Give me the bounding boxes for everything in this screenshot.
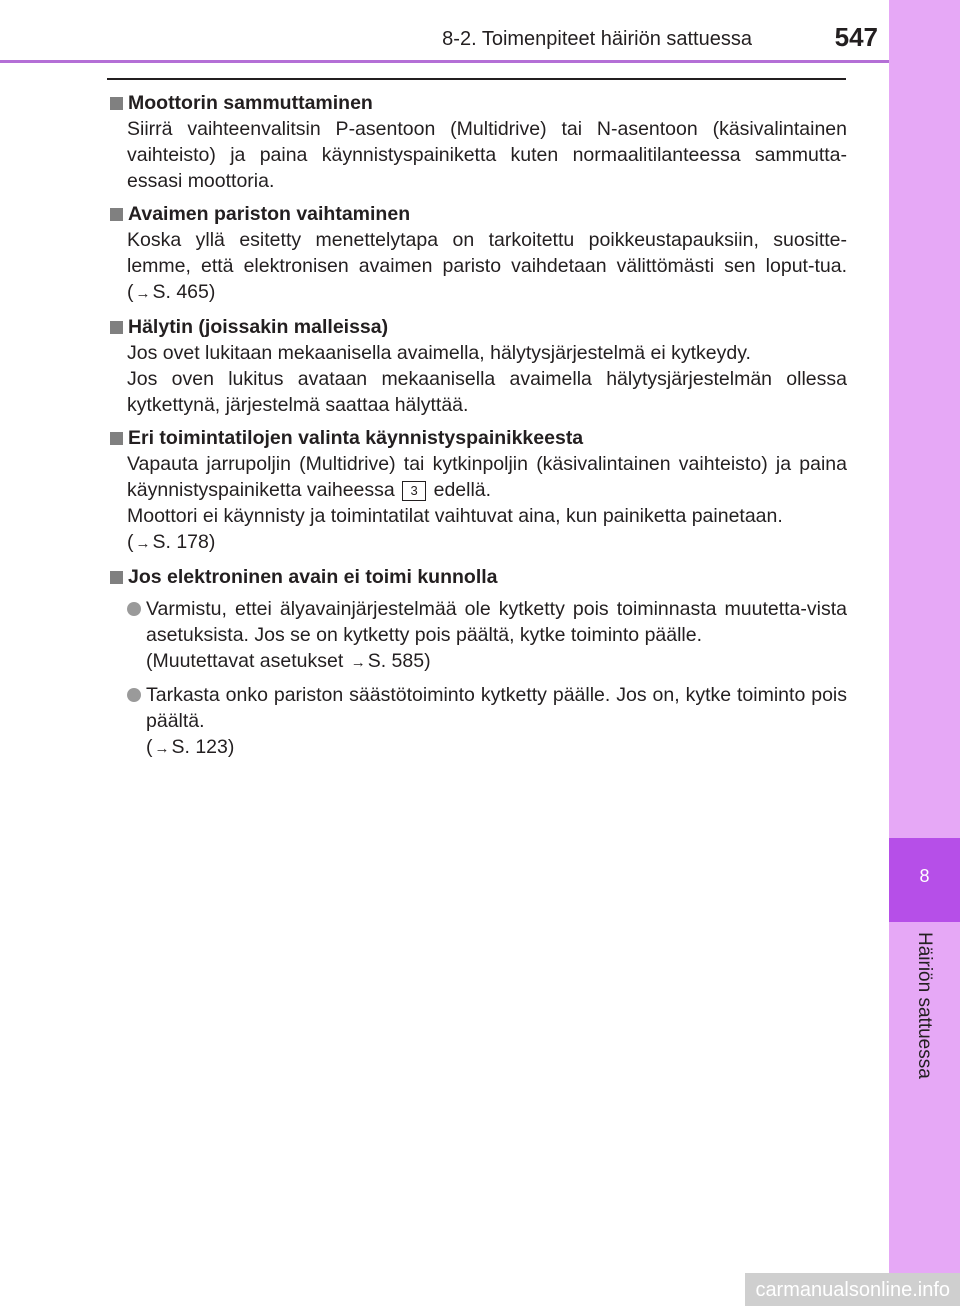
- section-heading-text: Eri toimintatilojen valinta käynnistyspainikkeesta: [128, 427, 584, 449]
- reference-line: [146, 648, 847, 676]
- arrow-right-icon: →: [154, 740, 170, 757]
- arrow-right-icon: →: [350, 654, 366, 671]
- section-text: [127, 529, 847, 557]
- section-heading-text: Moottorin sammuttaminen: [128, 92, 373, 114]
- content-rule: [107, 78, 846, 80]
- page-reference-link[interactable]: S. 465): [152, 281, 216, 303]
- reference-line: [146, 734, 847, 762]
- section-text: [127, 227, 847, 307]
- section-heading: [110, 564, 847, 590]
- section-engine-stop: [110, 90, 847, 194]
- chapter-tab[interactable]: [889, 838, 960, 922]
- text-part: (: [127, 531, 134, 553]
- header-rule: [0, 60, 889, 63]
- arrow-right-icon: →: [135, 285, 151, 302]
- section-mode-select: [110, 425, 847, 557]
- arrow-right-icon: →: [135, 535, 151, 552]
- page-reference-link[interactable]: S. 123): [171, 736, 235, 758]
- section-heading: [110, 314, 847, 340]
- page-number: 547: [834, 22, 878, 52]
- list-item: [127, 682, 847, 762]
- section-heading: [110, 425, 847, 451]
- step-number-badge: 3: [402, 481, 426, 501]
- section-battery-replace: [110, 201, 847, 307]
- text-part: Tarkasta onko pariston säästötoiminto kytketty päälle. Jos on, kytke toiminto pois päältä.: [146, 684, 847, 732]
- section-heading: [110, 201, 847, 227]
- section-text: [127, 451, 847, 503]
- circle-bullet-icon: [127, 602, 141, 616]
- text-part: Vapauta jarrupoljin (Multidrive) tai kytkinpoljin (käsivalintainen vaihteisto) ja paina käynnistyspainiketta vaiheessa: [127, 453, 847, 501]
- section-key-malfunction: [110, 564, 847, 762]
- square-bullet-icon: [110, 208, 123, 221]
- chapter-label: Häiriön sattuessa: [914, 932, 935, 1079]
- text-part: edellä.: [433, 479, 492, 501]
- header-title: 8-2. Toimenpiteet häiriön sattuessa: [442, 28, 752, 50]
- section-heading-text: Jos elektroninen avain ei toimi kunnolla: [128, 566, 498, 588]
- list-item-text: [146, 596, 847, 676]
- text-part: (Muutettavat asetukset: [146, 650, 349, 672]
- watermark: carmanualsonline.info: [745, 1273, 960, 1306]
- side-tab: [889, 0, 960, 1306]
- page-reference-link[interactable]: S. 585): [367, 650, 431, 672]
- list-item: [127, 596, 847, 676]
- square-bullet-icon: [110, 432, 123, 445]
- square-bullet-icon: [110, 571, 123, 584]
- section-text: Jos oven lukitus avataan mekaanisella avaimella hälytysjärjestelmän ollessa kytkettynä, järjestelmä saattaa hälyttää.: [127, 368, 847, 416]
- text-part: Koska yllä esitetty menettelytapa on tarkoitettu poikkeustapauksiin, suositte-lemme, että elektronisen avaimen paristo vaihdetaan välittömästi sen loput-tua. (: [127, 229, 847, 303]
- section-text: Jos ovet lukitaan mekaanisella avaimella, hälytysjärjestelmä ei kytkeydy.: [127, 342, 751, 364]
- square-bullet-icon: [110, 321, 123, 334]
- list-item-text: [146, 682, 847, 762]
- section-heading-text: Hälytin (joissakin malleissa): [128, 316, 389, 338]
- square-bullet-icon: [110, 97, 123, 110]
- section-text: Siirrä vaihteenvalitsin P-asentoon (Multidrive) tai N-asentoon (käsivalintainen vaihteisto) ja paina käynnistyspainiketta kuten normaalitilanteessa sammutta-essasi moottoria.: [127, 118, 847, 192]
- page-reference-link[interactable]: S. 178): [152, 531, 216, 553]
- text-part: (: [146, 736, 153, 758]
- content: [110, 90, 847, 769]
- section-heading: [110, 90, 847, 116]
- section-alarm: [110, 314, 847, 418]
- section-text: Moottori ei käynnisty ja toimintatilat vaihtuvat aina, kun painiketta painetaan.: [127, 505, 783, 527]
- circle-bullet-icon: [127, 688, 141, 702]
- chapter-number: 8: [919, 866, 930, 886]
- section-heading-text: Avaimen pariston vaihtaminen: [128, 203, 411, 225]
- text-part: Varmistu, ettei älyavainjärjestelmää ole kytketty pois toiminnasta muutetta-vista asetuksista. Jos se on kytketty pois päältä, kytke toiminto päälle.: [146, 598, 847, 646]
